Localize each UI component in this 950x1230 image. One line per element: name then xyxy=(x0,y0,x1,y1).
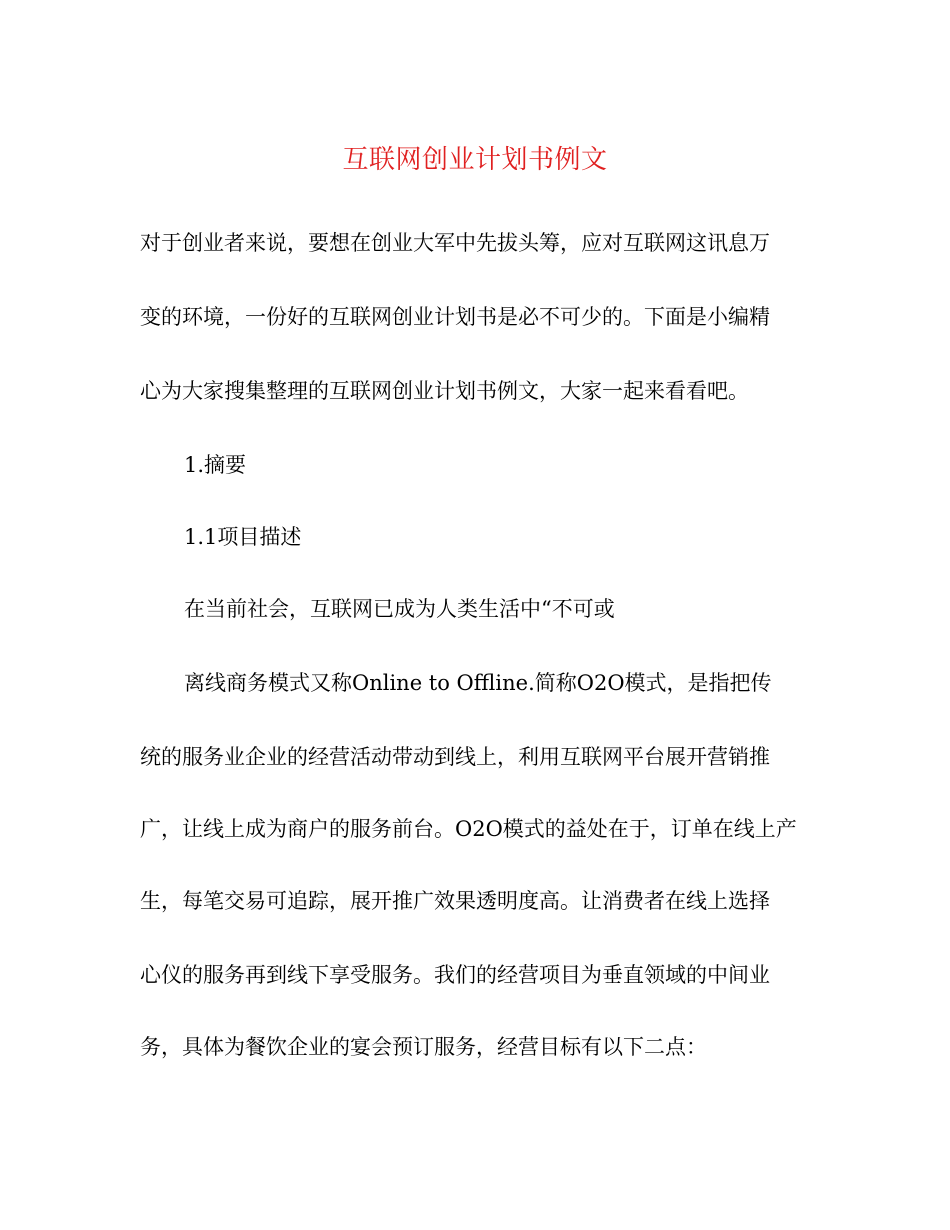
section-heading-1: 1.摘要 xyxy=(184,453,247,477)
paragraph-line-8: 生，每笔交易可追踪，展开推广效果透明度高。让消费者在线上选择 xyxy=(140,889,770,913)
paragraph-line-4: 在当前社会，互联网已成为人类生活中“不可或 xyxy=(184,597,615,621)
subsection-heading-1-1: 1.1项目描述 xyxy=(184,525,302,549)
paragraph-line-1: 对于创业者来说，要想在创业大军中先拔头筹，应对互联网这讯息万 xyxy=(140,231,770,255)
paragraph-line-9: 心仪的服务再到线下享受服务。我们的经营项目为垂直领域的中间业 xyxy=(140,963,770,987)
paragraph-line-6: 统的服务业企业的经营活动带动到线上，利用互联网平台展开营销推 xyxy=(140,745,770,769)
paragraph-line-10: 务，具体为餐饮企业的宴会预订服务，经营目标有以下二点： xyxy=(140,1035,707,1059)
paragraph-line-7: 广，让线上成为商户的服务前台。O2O模式的益处在于，订单在线上产 xyxy=(140,817,797,841)
paragraph-line-2: 变的环境，一份好的互联网创业计划书是必不可少的。下面是小编精 xyxy=(140,305,770,329)
paragraph-line-5: 离线商务模式又称Online to Offline.简称O2O模式，是指把传 xyxy=(184,671,772,695)
document-title: 互联网创业计划书例文 xyxy=(342,145,608,175)
paragraph-line-3: 心为大家搜集整理的互联网创业计划书例文，大家一起来看看吧。 xyxy=(140,379,749,403)
